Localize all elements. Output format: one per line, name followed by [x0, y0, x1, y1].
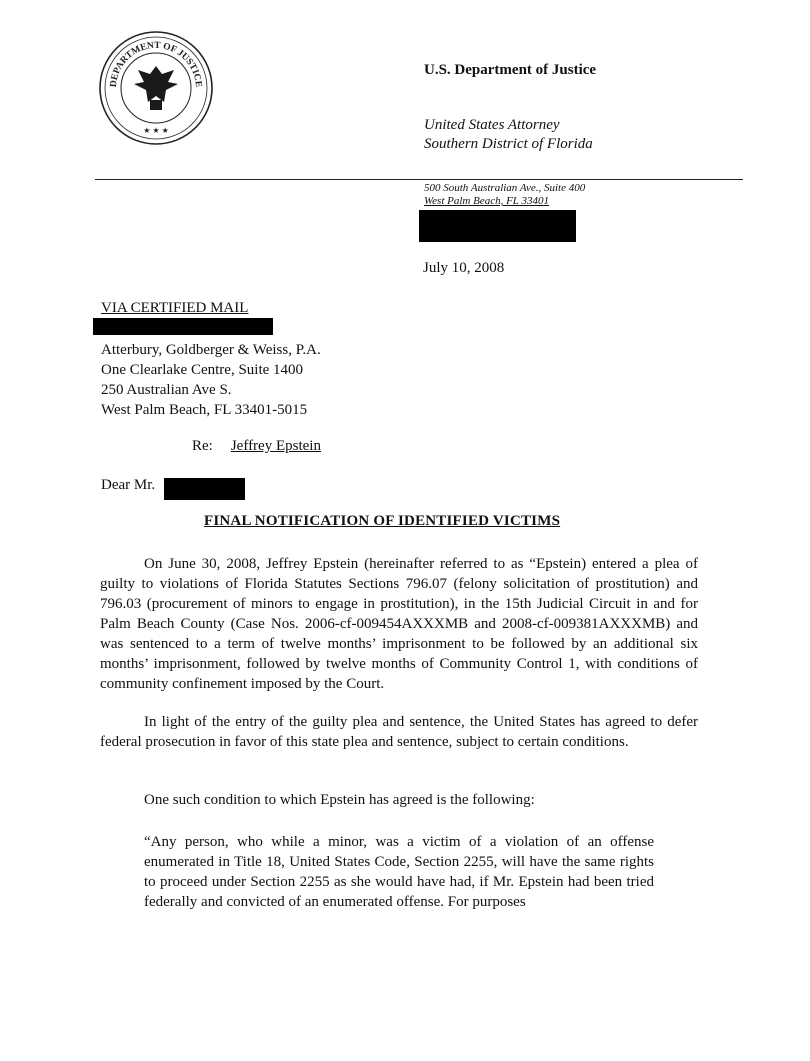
redaction-box	[164, 478, 245, 500]
letter-date: July 10, 2008	[423, 260, 505, 276]
body-paragraph-3: One such condition to which Epstein has agreed is the following:	[144, 792, 535, 808]
svg-text:★ ★ ★: ★ ★ ★	[143, 126, 169, 135]
quoted-condition: “Any person, who while a minor, was a victim of a violation of an offense enumerated in Title 18, United States Code, Section 2255, will have the same rights to proceed under Section 2255 as she would have had, if Mr. Epstein had been tried federally and convicted of an enumerated offense. For purposes	[144, 834, 654, 910]
redaction-box	[419, 210, 576, 242]
seal-text: DEPARTMENT OF JUSTICE	[108, 40, 204, 88]
body-paragraph-1: On June 30, 2008, Jeffrey Epstein (hereinafter referred to as “Epstein) entered a plea of guilty to violations of Florida Statutes Sections 796.07 (felony solicitation of prostitution) and 796.03 (procurement of minors to engage in prostitution), in the 15th Judicial Circuit in and for Palm Beach County (Case Nos. 2006-cf-009454AXXXMB and 2008-cf-009381AXXXMB) and was sentenced to a term of twelve months’ imprisonment to be followed by an additional six months’ imprisonment, followed by twelve months of Community Control 1, with conditions of community confinement imposed by the Court.	[100, 556, 698, 692]
recipient-address	[101, 340, 321, 420]
recipient-line-3: 250 Australian Ave S.	[101, 382, 232, 398]
notice-heading: FINAL NOTIFICATION OF IDENTIFIED VICTIMS	[204, 513, 561, 529]
recipient-line-1: Atterbury, Goldberger & Weiss, P.A.	[101, 342, 321, 358]
recipient-line-2: One Clearlake Centre, Suite 1400	[101, 362, 304, 378]
re-line	[192, 438, 321, 455]
body-paragraph-2: In light of the entry of the guilty plea and sentence, the United States has agreed to defer federal prosecution in favor of this state plea and sentence, subject to certain conditions.	[100, 714, 698, 750]
letterhead-divider	[95, 179, 743, 180]
salutation: Dear Mr.	[101, 477, 156, 493]
office-address	[424, 182, 585, 208]
re-label: Re:	[192, 438, 213, 454]
address-line-1: 500 South Australian Ave., Suite 400	[424, 182, 586, 194]
delivery-method: VIA CERTIFIED MAIL	[101, 300, 249, 316]
address-line-2: West Palm Beach, FL 33401	[424, 195, 549, 207]
office-line-1: United States Attorney	[424, 117, 560, 133]
recipient-line-4: West Palm Beach, FL 33401-5015	[101, 402, 308, 418]
office-name	[424, 116, 593, 154]
department-name: U.S. Department of Justice	[424, 62, 597, 78]
redaction-box	[93, 318, 273, 335]
re-subject: Jeffrey Epstein	[230, 438, 321, 454]
office-line-2: Southern District of Florida	[424, 136, 593, 152]
doj-seal-logo	[98, 30, 214, 146]
